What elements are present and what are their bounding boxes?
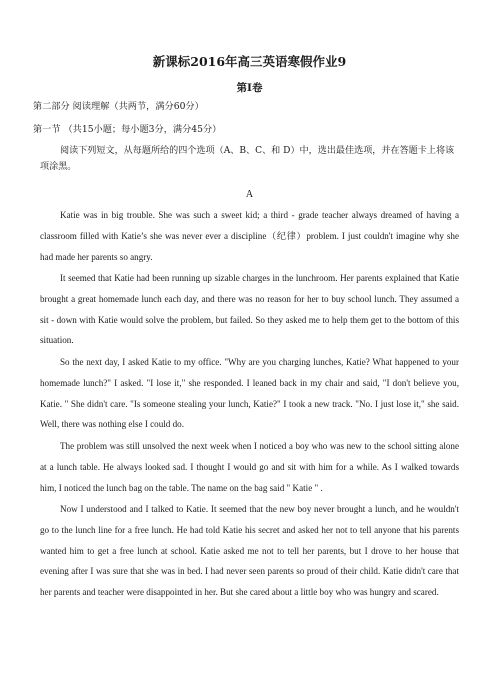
passage-paragraph: Katie was in big trouble. She was such a sweet kid; a third - grade teacher always dreamed of having a classroom filled with Katie’s she was never ever a discipline（纪律）problem. I just couldn't imagine why she had made her parents so angry. [40,210,459,262]
passage-paragraph: It seemed that Katie had been running up sizable charges in the lunchroom. Her parents explained that Katie brought a great homemade lunch each day, and there was no reason for her to buy school lunch. They assumed a sit - down with Katie would solve the problem, but failed. So they asked me to help them get to the bottom of this situation. [40,273,459,346]
directions-text: 阅读下列短文，从每题所给的四个选项（A、B、C、和 D）中，选出最佳选项，并在答题卡上将该项涂黑。 [40,146,455,172]
passage-paragraph: So the next day, I asked Katie to my office. "Why are you charging lunches, Katie? What happened to your homemade lunch?" I asked. "I lose it," she responded. I leaned back in my chair and said, "I don't believe you, Katie. " She didn't care. "Is someone stealing your lunch, Katie?" I took a new track. "No. I just lose it," she said. Well, there was nothing else I could do. [40,357,459,430]
section-instruction: 第一节 （共15小题；每小题3分，满分45分） [33,124,222,135]
volume-heading: 第Ⅰ卷 [236,82,263,94]
part-instruction: 第二部分 阅读理解（共两节，满分60分） [33,101,204,112]
passage-label: A [245,189,254,200]
passage-paragraph: Now I understood and I talked to Katie. It seemed that the new boy never brought a lunch, and he wouldn't go to the lunch line for a free lunch. He had told Katie his secret and asked her not to tell anyone that his parents wanted him to get a free lunch at school. Katie asked me not to tell her parents, but I drove to her house that evening after I was sure that she was in bed. I had never seen parents so proud of their child. Katie didn't care that her parents and teacher were disappointed in her. But she cared about a little boy who was hungry and scared. [40,504,459,598]
document-title: 新课标2016年高三英语寒假作业9 [152,54,347,69]
passage-paragraph: The problem was still unsolved the next week when I noticed a boy who was new to the school sitting alone at a lunch table. He always looked sad. I thought I would go and sit with him for a while. As I walked towards him, I noticed the lunch bag on the table. The name on the bag said " Katie " . [40,441,459,493]
